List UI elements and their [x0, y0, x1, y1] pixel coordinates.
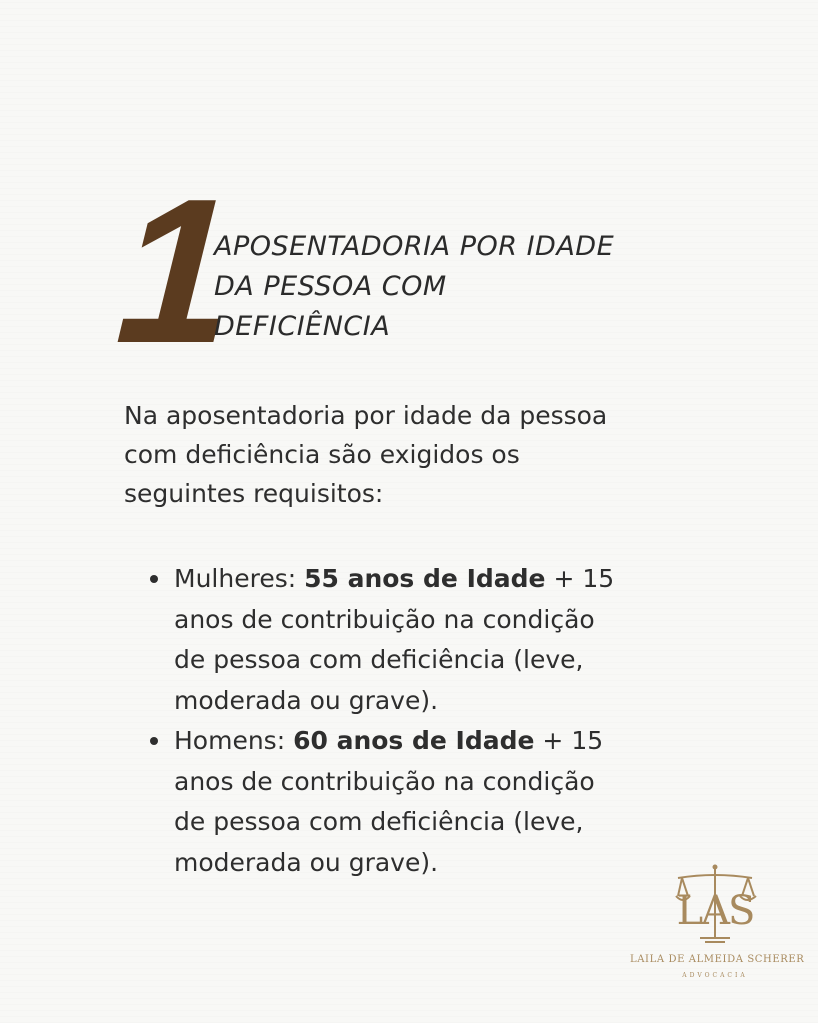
intro-paragraph [124, 396, 724, 513]
intro-line: com deficiência são exigidos os [124, 440, 520, 469]
list-item-women [148, 559, 708, 721]
intro-line: seguintes requisitos: [124, 479, 384, 508]
list-item-men [148, 721, 708, 883]
brand-logo [630, 862, 805, 982]
monogram-text: LAS [676, 888, 754, 934]
bullet-icon [150, 575, 158, 583]
requirement-line: moderada ou grave). [174, 685, 439, 715]
brand-subtitle: ADVOCACIA [682, 972, 748, 979]
bullet-icon [150, 737, 158, 745]
brand-name: LAILA DE ALMEIDA SCHERER [630, 954, 805, 965]
requirement-after: + 15 [545, 564, 615, 593]
scales-of-justice-monogram-icon [670, 862, 760, 952]
section-title [214, 227, 694, 347]
requirement-age: 60 anos de Idade [293, 726, 535, 755]
requirement-line: anos de contribuição na condição [174, 766, 595, 796]
intro-line: Na aposentadoria por idade da pessoa [124, 401, 608, 430]
requirement-age: 55 anos de Idade [304, 564, 546, 593]
requirement-after: + 15 [534, 726, 604, 755]
requirement-first-line [174, 721, 708, 762]
section-title-line: APOSENTADORIA POR IDADE [214, 231, 615, 262]
section-title-line: DA PESSOA COM [214, 271, 447, 302]
section-title-line: DEFICIÊNCIA [214, 311, 391, 342]
requirement-line: de pessoa com deficiência (leve, [174, 807, 584, 836]
requirement-first-line [174, 559, 708, 600]
requirement-lead: Mulheres: [174, 564, 305, 593]
requirements-list [148, 559, 708, 883]
requirement-lead: Homens: [174, 726, 294, 755]
requirement-line: moderada ou grave). [174, 847, 439, 877]
requirement-line: de pessoa com deficiência (leve, [174, 645, 584, 674]
requirement-line: anos de contribuição na condição [174, 604, 595, 634]
section-number: 1 [111, 156, 235, 386]
